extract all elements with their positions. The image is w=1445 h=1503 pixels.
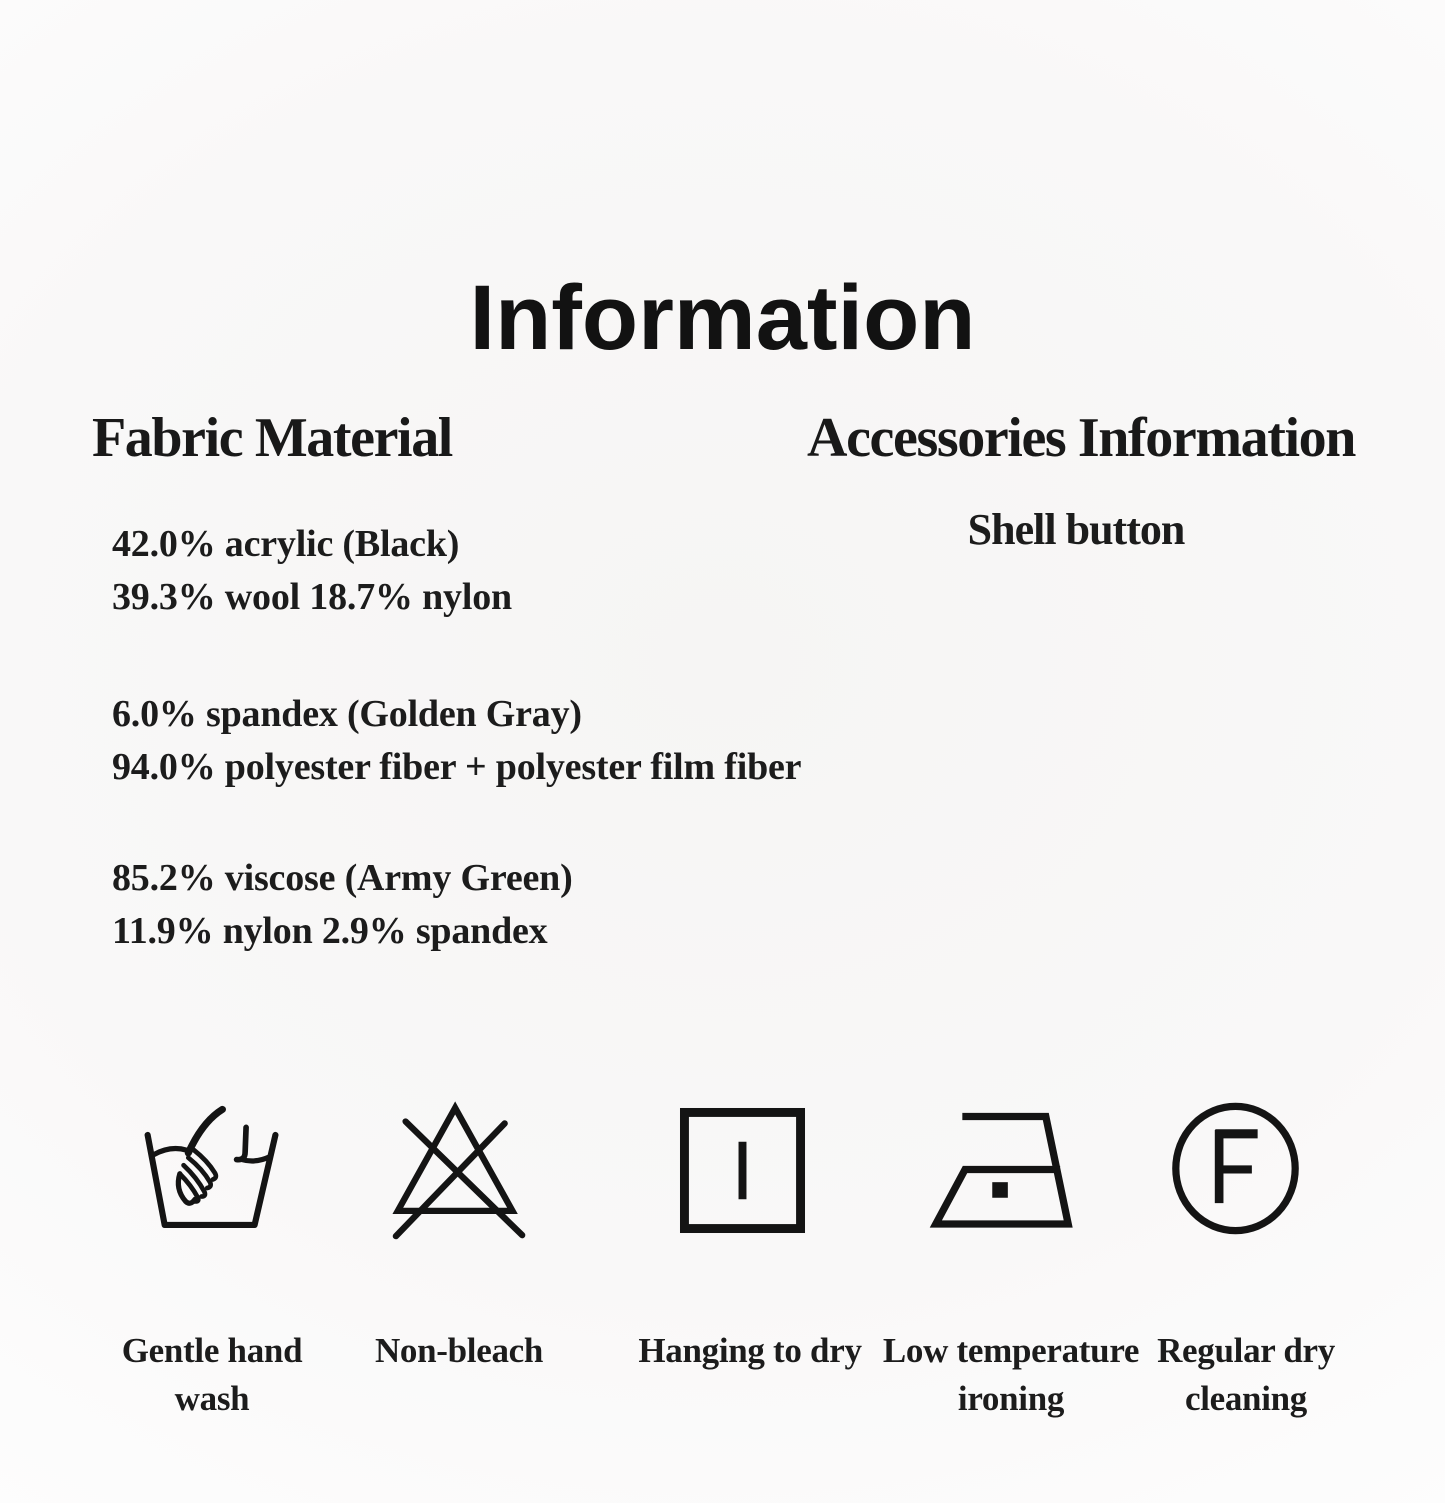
fabric-line: 6.0% spandex (Golden Gray) [112, 693, 582, 735]
care-label-hanging-to-dry [638, 1327, 861, 1375]
care-label-line: Low temperature [882, 1331, 1140, 1370]
fabric-group-black [112, 518, 512, 624]
fabric-group-golden-gray [112, 688, 801, 794]
care-label-line: Non-bleach [374, 1331, 544, 1370]
fabric-material-heading: Fabric Material [92, 407, 452, 469]
accessories-item: Shell button [967, 505, 1185, 554]
fabric-line: 42.0% acrylic (Black) [112, 523, 460, 565]
page-title: Information [469, 267, 976, 369]
care-label-line: Gentle hand [121, 1331, 303, 1370]
care-label-low-temp-ironing [883, 1327, 1139, 1423]
care-label-line: wash [174, 1379, 250, 1418]
iron-low-temp-icon [929, 1111, 1075, 1230]
accessories-heading: Accessories Information [807, 407, 1355, 469]
care-label-gentle-hand-wash [122, 1327, 302, 1423]
fabric-line: 39.3% wool 18.7% nylon [112, 576, 512, 618]
fabric-line: 11.9% nylon 2.9% spandex [112, 910, 548, 952]
fabric-line: 85.2% viscose (Army Green) [112, 857, 573, 899]
care-label-regular-dry-cleaning [1157, 1327, 1335, 1423]
care-label-line: Hanging to dry [638, 1331, 862, 1370]
fabric-group-army-green [112, 852, 573, 958]
care-label-line: Regular dry [1157, 1331, 1335, 1370]
dry-clean-icon [1171, 1102, 1300, 1235]
hang-dry-icon [679, 1107, 806, 1234]
care-label-line: cleaning [1184, 1379, 1308, 1418]
hand-wash-icon [136, 1099, 288, 1241]
care-label-non-bleach [375, 1327, 543, 1375]
care-label-line: ironing [957, 1379, 1065, 1418]
fabric-line: 94.0% polyester fiber + polyester film fiber [112, 746, 802, 788]
non-bleach-icon [392, 1100, 528, 1246]
